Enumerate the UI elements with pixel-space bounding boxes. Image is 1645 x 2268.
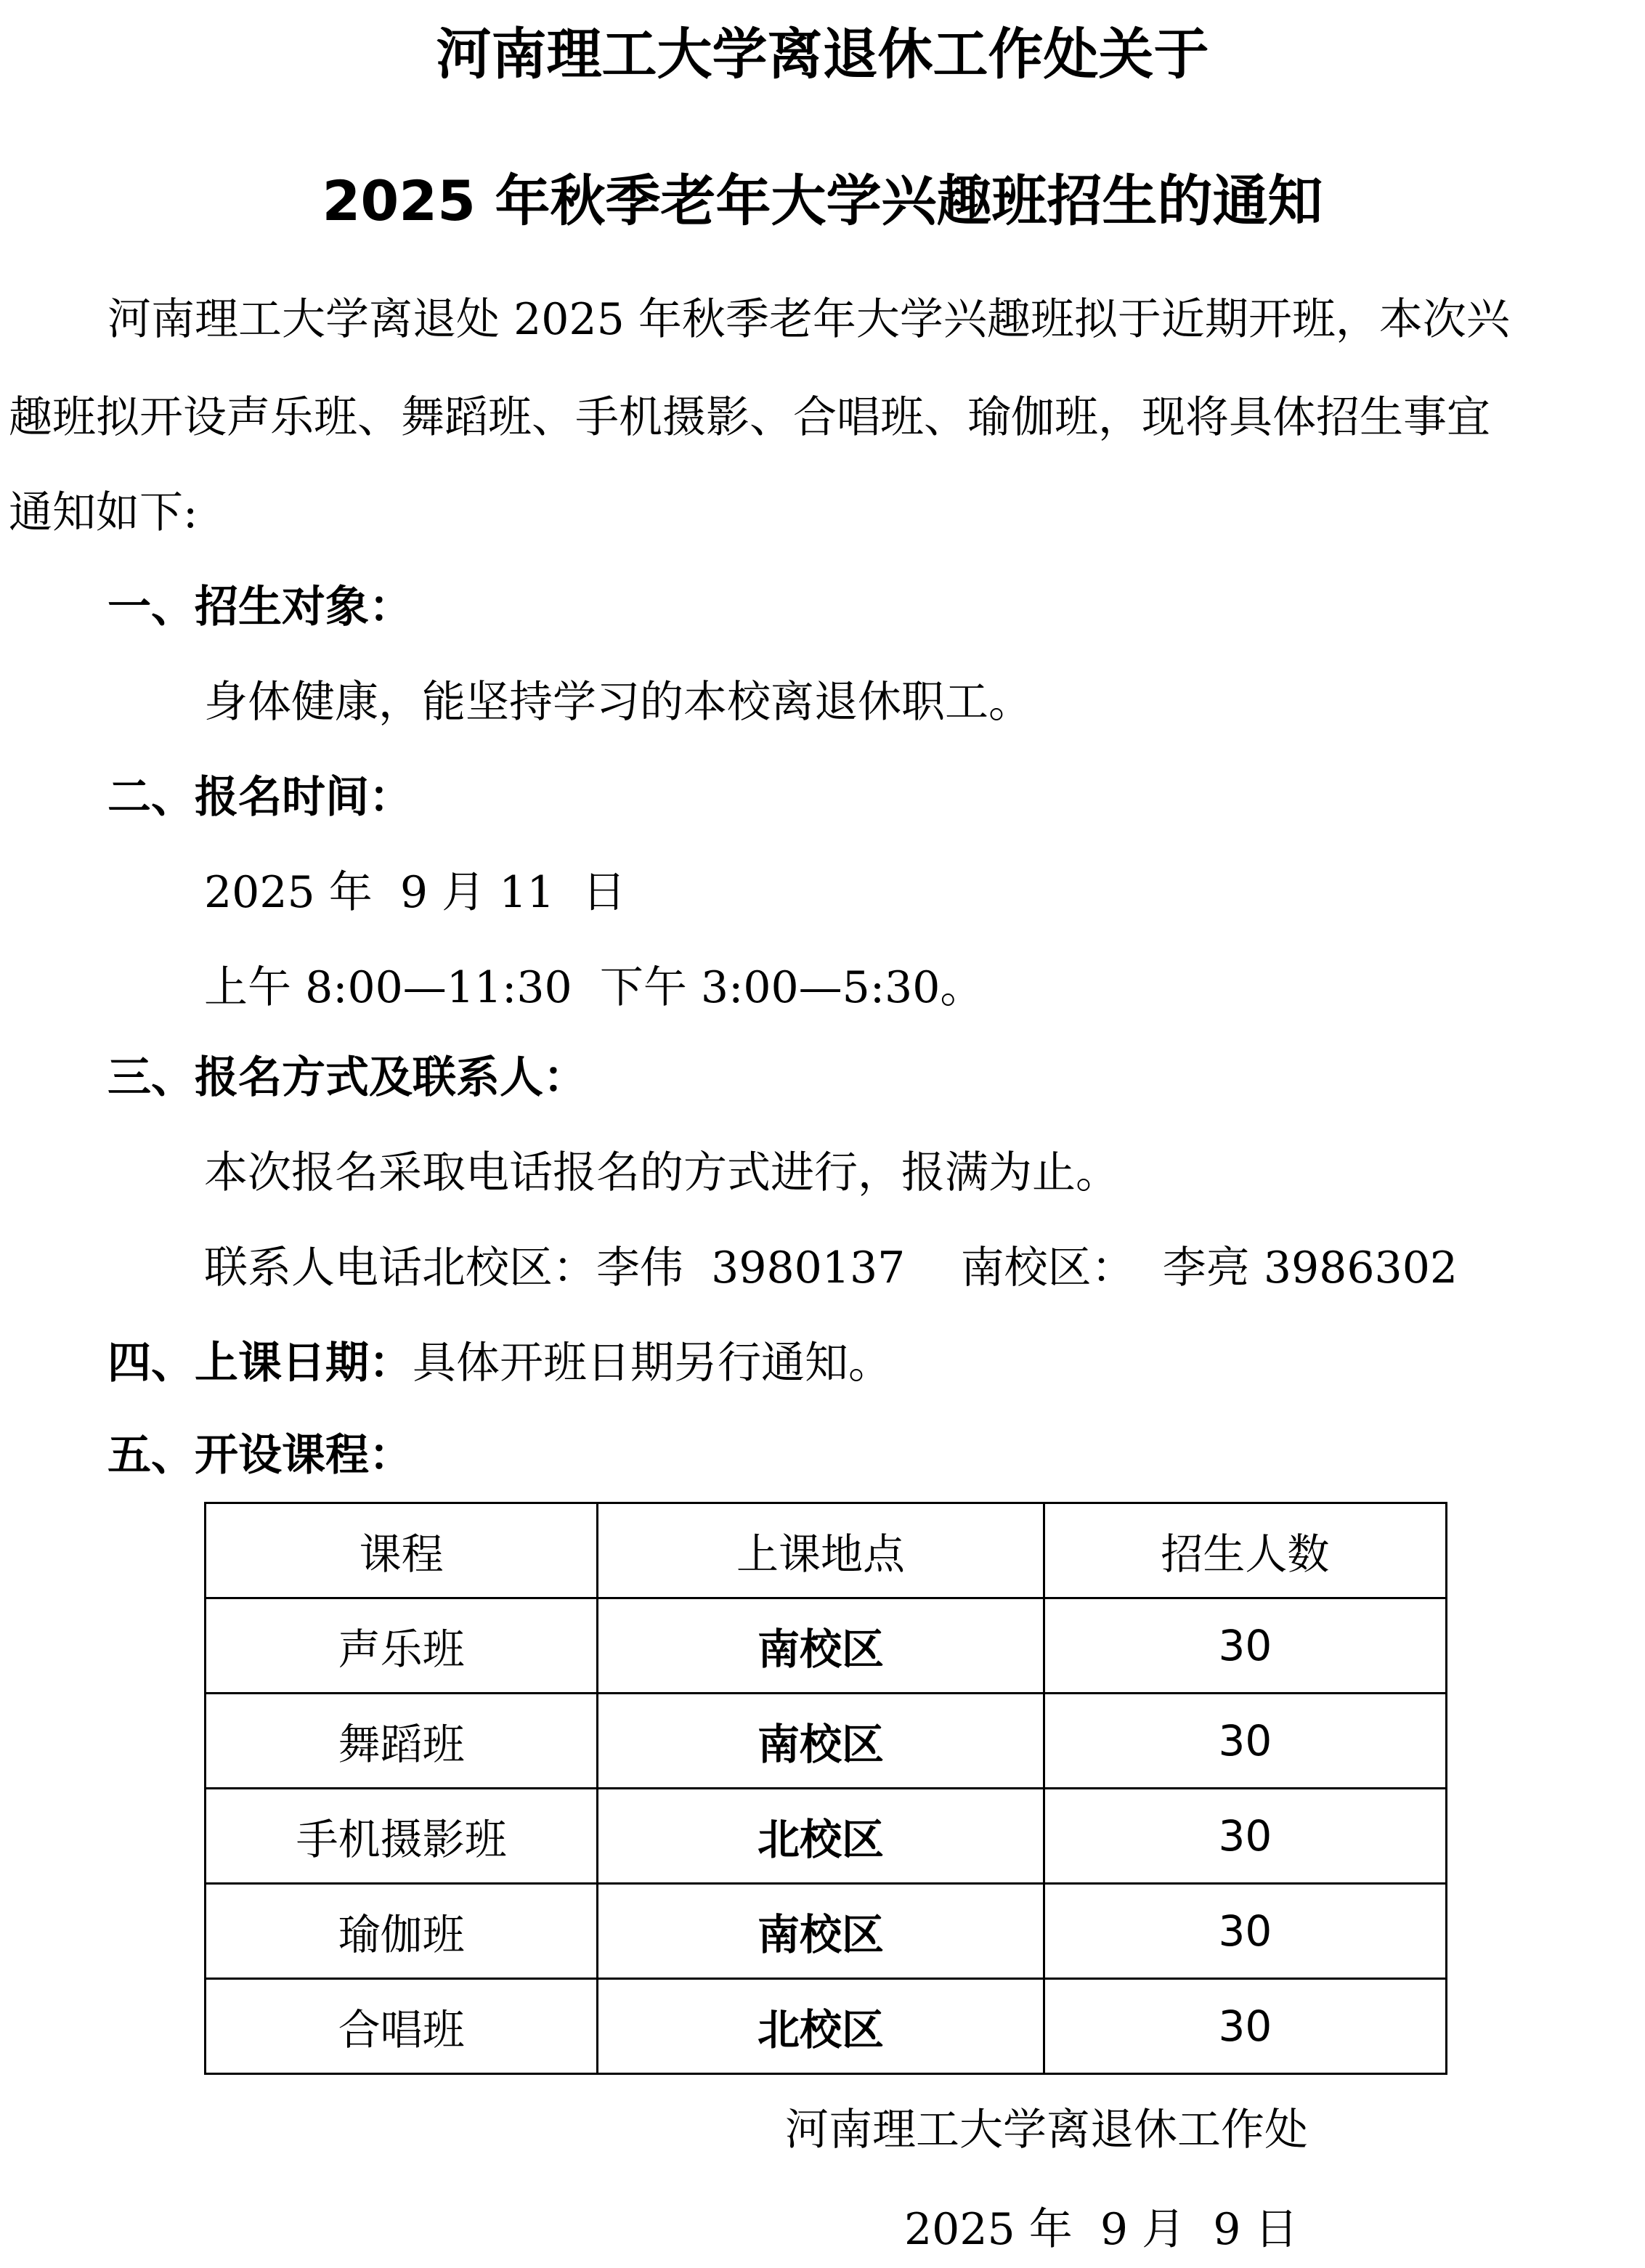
course-enrollment: 30 xyxy=(1044,1598,1446,1694)
registration-method-text: 本次报名采取电话报名的方式进行，报满为止。 xyxy=(204,1147,1119,1198)
header-location: 上课地点 xyxy=(598,1503,1044,1598)
intro-line-3: 通知如下: xyxy=(9,487,198,538)
table-header-row xyxy=(206,1503,1447,1598)
course-name: 合唱班 xyxy=(206,1979,598,2074)
table-row xyxy=(206,1884,1447,1979)
table-row xyxy=(206,1789,1447,1884)
intro-line-2: 趣班拟开设声乐班、舞蹈班、手机摄影、合唱班、瑜伽班，现将具体招生事宜 xyxy=(9,392,1490,443)
table-row xyxy=(206,1979,1447,2074)
course-name: 手机摄影班 xyxy=(206,1789,598,1884)
section-heading-target: 一、招生对象： xyxy=(107,582,413,633)
contact-phones: 联系人电话北校区：李伟 3980137 南校区： 李亮 3986302 xyxy=(204,1243,1458,1293)
course-location: 南校区 xyxy=(598,1598,1044,1694)
header-course: 课程 xyxy=(206,1503,598,1598)
course-location: 北校区 xyxy=(598,1979,1044,2074)
course-enrollment: 30 xyxy=(1044,1789,1446,1884)
table-row xyxy=(206,1598,1447,1694)
section-target-text: 身体健康，能坚持学习的本校离退休职工。 xyxy=(204,677,1032,728)
course-location: 南校区 xyxy=(598,1694,1044,1789)
class-date-text: 具体开班日期另行通知。 xyxy=(413,1338,892,1389)
course-location: 南校区 xyxy=(598,1884,1044,1979)
signature-office: 河南理工大学离退休工作处 xyxy=(785,2105,1308,2155)
section-heading-courses: 五、开设课程： xyxy=(107,1430,413,1481)
course-name: 声乐班 xyxy=(206,1598,598,1694)
intro-line-1: 河南理工大学离退处 2025 年秋季老年大学兴趣班拟于近期开班，本次兴 xyxy=(107,294,1510,345)
title-line-1: 河南理工大学离退休工作处关于 xyxy=(436,22,1209,86)
course-enrollment: 30 xyxy=(1044,1694,1446,1789)
section-heading-registration-method: 三、报名方式及联系人： xyxy=(107,1052,587,1103)
course-location: 北校区 xyxy=(598,1789,1044,1884)
section-heading-registration-time: 二、报名时间： xyxy=(107,772,413,823)
course-enrollment: 30 xyxy=(1044,1884,1446,1979)
course-enrollment: 30 xyxy=(1044,1979,1446,2074)
course-name: 瑜伽班 xyxy=(206,1884,598,1979)
section-class-date xyxy=(107,1334,892,1392)
signature-date: 2025 年 9 月 9 日 xyxy=(904,2204,1299,2255)
registration-date: 2025 年 9 月 11 日 xyxy=(204,867,626,918)
header-enrollment: 招生人数 xyxy=(1044,1503,1446,1598)
registration-hours: 上午 8:00—11:30 下午 3:00—5:30。 xyxy=(204,962,984,1013)
course-name: 舞蹈班 xyxy=(206,1694,598,1789)
title-line-2: 2025 年秋季老年大学兴趣班招生的通知 xyxy=(322,168,1323,233)
courses-table xyxy=(204,1502,1447,2075)
section-heading-class-date: 四、上课日期： xyxy=(107,1338,413,1389)
table-row xyxy=(206,1694,1447,1789)
